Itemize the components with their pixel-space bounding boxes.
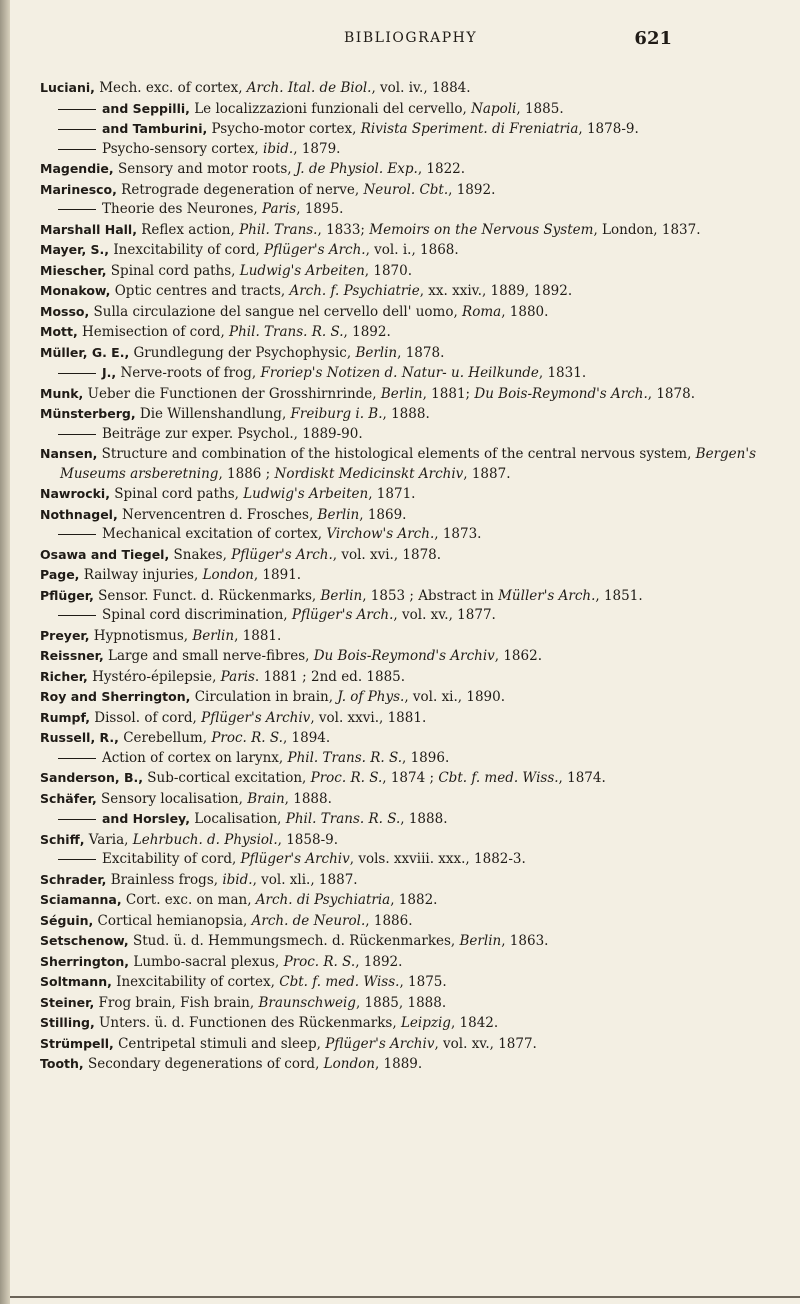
bibliography-entry [40,789,780,810]
bibliography-entry [40,240,780,261]
entry-source: Phil. Trans. R. S. [229,324,344,340]
entry-author: Sciamanna, [40,892,122,907]
bibliography-entry [40,972,780,993]
entry-source: London [202,567,254,583]
entry-source: Arch. di Psychiatria [255,892,391,908]
entry-text: Localisation, [189,811,286,827]
entry-source: Arch. f. Psychiatrie [289,283,420,299]
entry-author: Schrader, [40,871,107,887]
entry-author: Marinesco, [40,181,117,197]
entry-text: Nerve-roots of frog, [116,365,261,381]
bibliography-entry [40,302,780,323]
entry-source: J. of Phys. [337,689,405,705]
bibliography-entry [40,404,780,425]
entry-source: Rivista Speriment. di Freniatria [360,121,579,137]
entry-author: Mott, [40,324,78,339]
entry-text: Optic centres and tracts, [110,283,290,299]
entry-source: Froriep's Notizen d. Natur- u. Heilkunde [260,365,539,381]
bibliography-entry [40,484,780,505]
entry-text: , 1880. [501,303,549,320]
bibliography-entry [40,384,780,405]
entry-text: Snakes, [169,546,232,563]
entry-source: Cbt. f. med. Wiss. [279,974,400,990]
entry-text: Lumbo-sacral plexus, [129,953,284,970]
entry-source: Phil. Trans. R. S. [285,811,401,827]
entry-source: Pflüger's Arch. [231,546,333,563]
entry-text: , 1885, 1888. [355,994,447,1011]
entry-text: Theorie des Neurones, [102,201,262,217]
entry-text: Sulla circulazione del sangue nel cervello dell' uomo, [89,303,463,320]
entry-text: Die Willenshandlung, [135,406,291,422]
entry-source: Virchow's Arch. [326,526,435,542]
entry-source: Pflüger's Arch. [291,607,394,623]
entry-text: Nervencentren d. Frosches, [117,506,318,523]
bibliography-entry [40,281,780,302]
ditto-dash [58,859,96,860]
bibliography-entry [40,749,780,769]
entry-text: Grundlegung der Psychophysic, [129,344,356,361]
entry-text: , 1842. [450,1015,499,1031]
entry-author: and Tamburini, [102,121,208,136]
entry-text: Railway injuries, [79,567,203,583]
bibliography-entry [40,890,780,911]
entry-author: Nansen, [40,446,98,461]
entry-author: Reissner, [40,648,104,663]
entry-text: Sensory localisation, [96,790,248,807]
entry-text: , 1894. [282,730,331,746]
entry-source: Napoli [471,100,517,117]
entry-author: Pflüger, [40,587,94,603]
bibliography-entry [40,78,780,99]
bibliography-entry [40,606,780,626]
entry-source: Paris [262,201,297,217]
page-number: 621 [634,28,672,49]
bibliography-entry [40,363,780,384]
entry-source: Paris [220,668,255,685]
entry-text: , vol. iv., 1884. [371,80,471,96]
book-page [10,0,800,1304]
entry-text: Action of cortex on larynx, [102,749,288,766]
entry-source: Bergen's Museums arsberetning [60,446,756,482]
entry-source: Pflüger's Archiv [201,709,311,726]
entry-source: Lehrbuch. d. Physiol. [132,831,278,848]
bibliography-entry [40,343,780,364]
ditto-dash [58,129,96,130]
entry-text: Sensor. Funct. d. Rückenmarks, [93,587,321,604]
entry-text: Sensory and motor roots, [113,161,296,177]
entry-author: Nawrocki, [40,486,110,501]
book-gutter [0,0,10,1304]
bibliography-entry [40,830,780,851]
ditto-dash [58,615,96,616]
entry-text: , 1858-9. [277,831,339,848]
entry-text: , 1822. [417,161,466,177]
entry-author: Rumpf, [40,709,90,725]
entry-source: Neurol. Cbt. [363,181,449,198]
ditto-dash [58,534,96,535]
entry-source: Ludwig's Arbeiten [239,262,365,279]
entry-text: Inexcitability of cortex, [111,974,280,990]
entry-text: , 1874 ; [382,770,439,786]
entry-source: London [323,1056,375,1072]
entry-text: , 1888. [382,406,430,422]
entry-author: Marshall Hall, [40,221,137,237]
bibliography-entry [40,444,780,484]
bibliography-entry [40,180,780,201]
bibliography-entry [40,708,780,729]
entry-source: Berlin [317,506,360,523]
bibliography-entry [40,1054,780,1075]
entry-source: Proc. R. S. [283,953,356,970]
entry-text: , vols. xxviii. xxx., 1882-3. [349,851,526,867]
bibliography-entry [40,646,780,667]
entry-text: , 1892. [448,181,496,198]
entry-author: Sherrington, [40,953,130,969]
entry-author: Sanderson, B., [40,770,143,785]
bibliography-entry [40,809,780,830]
entry-source: J. de Physiol. Exp. [295,161,418,177]
entry-author: Steiner, [40,994,95,1010]
ditto-dash [58,758,96,759]
entry-text: Beiträge zur exper. Psychol., 1889-90. [102,425,363,442]
entry-text: Cortical hemianopsia, [93,912,252,929]
bibliography-list [40,78,780,1075]
entry-source: Proc. R. S. [310,770,383,786]
entry-source: Freiburg i. B. [290,406,383,422]
entry-text: , xx. xxiv., 1889, 1892. [419,283,573,299]
entry-author: Richer, [40,668,88,684]
entry-text: Psycho-motor cortex, [207,121,361,137]
entry-text: , vol. i., 1868. [365,242,459,258]
bibliography-entry [40,322,780,343]
ditto-dash [58,149,96,150]
entry-author: Munk, [40,385,84,401]
entry-text: Centripetal stimuli and sleep, [113,1035,326,1052]
entry-source: Nordiskt Medicinskt Archiv [274,465,464,482]
entry-text: Spinal cord discrimination, [102,607,292,623]
bibliography-entry [40,586,780,607]
entry-source: Roma [462,303,502,320]
bibliography-entry [40,200,780,220]
entry-text: , 1891. [253,567,302,583]
entry-text: Retrograde degeneration of nerve, [116,181,364,198]
bibliography-entry [40,870,780,891]
entry-text: , 1886 ; [218,465,275,482]
bibliography-entry [40,626,780,647]
bibliography-entry [40,119,780,140]
entry-text: , vol. xvi., 1878. [332,546,442,563]
entry-text: Cerebellum, [118,730,212,746]
bibliography-entry [40,505,780,526]
entry-text: , 1888. [400,811,448,827]
entry-source: Cbt. f. med. Wiss. [438,770,559,786]
entry-source: Pflüger's Arch. [264,242,366,258]
entry-text: , 1881. [234,627,282,644]
entry-author: Magendie, [40,161,114,176]
entry-author: Tooth, [40,1056,84,1071]
entry-source: Berlin [355,344,398,361]
entry-author: J., [102,365,117,380]
entry-source: Du Bois-Reymond's Arch. [474,385,648,402]
page-bottom-edge [10,1296,800,1298]
entry-text: Excitability of cord, [102,851,241,867]
entry-text: , 1885. [516,100,564,117]
entry-text: , vol. xv., 1877. [393,607,496,623]
bibliography-entry [40,99,780,120]
entry-text: , 1875. [399,974,447,990]
entry-source: Pflüger's Archiv [325,1035,435,1052]
entry-source: Memoirs on the Nervous System [369,221,594,238]
entry-text: Circulation in brain, [190,689,338,705]
ditto-dash [58,109,96,110]
entry-text: , 1870. [364,262,413,279]
entry-text: Frog brain, Fish brain, [94,994,259,1011]
bibliography-entry [40,565,780,586]
running-head: BIBLIOGRAPHY [344,30,478,46]
ditto-dash [58,819,96,820]
entry-author: Müller, G. E., [40,344,130,360]
entry-author: Russell, R., [40,730,119,745]
entry-text: Le localizzazioni funzionali del cervello, [189,100,472,117]
entry-text: Reflex action, [136,221,240,238]
bibliography-entry [40,1013,780,1034]
entry-author: Séguin, [40,912,94,928]
entry-author: Roy and Sherrington, [40,689,191,704]
entry-author: Strümpell, [40,1035,114,1051]
entry-source: Pflüger's Archiv [240,851,350,867]
entry-text: Psycho-sensory cortex, [102,140,264,157]
entry-source: Du Bois-Reymond's Archiv [313,648,495,664]
ditto-dash [58,209,96,210]
entry-text: Structure and combination of the histological elements of the central nervous system, [97,446,696,462]
bibliography-entry [40,931,780,952]
entry-text: , vol. xv., 1877. [434,1035,537,1052]
entry-text: , 1853 ; Abstract in [362,587,499,604]
ditto-dash [58,373,96,374]
entry-text: , 1892. [355,953,403,970]
bibliography-entry [40,911,780,932]
entry-text: Ueber die Functionen der Grosshirnrinde, [83,385,381,402]
entry-text: Hemisection of cord, [77,324,230,340]
bibliography-entry [40,140,780,160]
entry-text: , 1873. [434,526,482,542]
bibliography-entry [40,261,780,282]
entry-text: Sub-cortical excitation, [142,770,311,786]
entry-text: Cort. exc. on man, [121,892,256,908]
entry-text: , 1879. [293,140,341,157]
entry-source: Phil. Trans. [239,221,318,238]
bibliography-entry [40,525,780,545]
entry-text: , 1887. [463,465,511,482]
entry-text: Dissol. of cord, [90,709,202,726]
entry-text: , 1851. [595,587,643,604]
entry-author: Mosso, [40,303,90,319]
entry-author: and Seppilli, [102,100,190,116]
entry-text: , 1869. [359,506,407,523]
entry-author: Monakow, [40,283,111,298]
entry-text: Secondary degenerations of cord, [83,1056,324,1072]
entry-text: , 1831. [538,365,587,381]
entry-text: Large and small nerve-fibres, [103,648,314,664]
entry-author: Osawa and Tiegel, [40,546,170,562]
bibliography-entry [40,993,780,1014]
entry-source: Berlin [459,933,502,949]
bibliography-entry [40,159,780,180]
entry-source: Brain [247,790,285,807]
entry-author: Mayer, S., [40,242,110,257]
entry-text: , vol. xli., 1887. [252,871,358,888]
bibliography-entry [40,952,780,973]
entry-text: , 1862. [494,648,542,664]
entry-text: , vol. xi., 1890. [404,689,506,705]
entry-source: Berlin [380,385,423,402]
entry-text: , 1878. [397,344,445,361]
bibliography-entry [40,545,780,566]
entry-author: Luciani, [40,80,95,95]
entry-author: Schiff, [40,831,85,847]
entry-source: ibid. [263,140,294,157]
entry-text: Stud. ü. d. Hemmungsmech. d. Rückenmarkes, [128,933,460,949]
entry-text: , 1895. [296,201,344,217]
entry-text: , 1878-9. [578,121,639,137]
entry-text: Hystéro-épilepsie, [87,668,221,685]
entry-source: Proc. R. S. [211,730,283,746]
entry-source: Arch. Ital. de Biol. [246,80,372,96]
entry-source: Leipzig [400,1015,451,1031]
entry-author: Münsterberg, [40,406,136,421]
entry-text: . 1881 ; 2nd ed. 1885. [254,668,406,685]
entry-source: Berlin [320,587,363,604]
entry-text: , 1863. [501,933,549,949]
entry-text: Inexcitability of cord, [109,242,265,258]
entry-source: Berlin [192,627,235,644]
entry-source: ibid. [222,871,253,888]
ditto-dash [58,434,96,435]
entry-author: Page, [40,567,80,582]
bibliography-entry [40,728,780,749]
entry-text: , 1871. [368,486,416,502]
page-header [10,30,800,52]
entry-source: Ludwig's Arbeiten [243,486,369,502]
bibliography-entry [40,768,780,789]
entry-text: , 1874. [558,770,606,786]
bibliography-entry [40,850,780,870]
bibliography-entry [40,220,780,241]
bibliography-entry [40,1034,780,1055]
entry-text: , 1833; [317,221,370,238]
entry-text: , 1889. [374,1056,423,1072]
entry-source: Braunschweig [258,994,356,1011]
entry-source: Arch. de Neurol. [251,912,366,929]
entry-author: and Horsley, [102,811,190,826]
entry-text: Hypnotismus, [89,627,193,644]
entry-text: , 1882. [390,892,438,908]
entry-text: , 1888. [284,790,332,807]
entry-text: Brainless frogs, [106,871,223,888]
entry-text: Spinal cord paths, [109,486,244,502]
entry-text: Mech. exc. of cortex, [94,80,247,96]
entry-author: Nothnagel, [40,506,118,522]
entry-text: , 1892. [343,324,391,340]
entry-source: Phil. Trans. R. S. [287,749,403,766]
entry-text: , 1886. [365,912,413,929]
entry-text: , 1896. [402,749,450,766]
entry-text: Varia, [84,831,133,848]
entry-text: Mechanical excitation of cortex, [102,526,327,542]
entry-text: , 1878. [647,385,695,402]
entry-author: Preyer, [40,627,90,643]
entry-author: Stilling, [40,1015,95,1030]
entry-author: Miescher, [40,262,107,278]
entry-text: , 1881; [422,385,475,402]
entry-author: Soltmann, [40,974,112,989]
entry-text: Spinal cord paths, [106,262,240,279]
entry-source: Müller's Arch. [498,587,596,604]
bibliography-entry [40,667,780,688]
bibliography-entry [40,687,780,708]
entry-text: , vol. xxvi., 1881. [310,709,427,726]
entry-text: Unters. ü. d. Functionen des Rückenmarks, [94,1015,401,1031]
entry-text: , London, 1837. [593,221,701,238]
entry-author: Schäfer, [40,790,97,806]
bibliography-entry [40,425,780,445]
entry-author: Setschenow, [40,933,129,948]
